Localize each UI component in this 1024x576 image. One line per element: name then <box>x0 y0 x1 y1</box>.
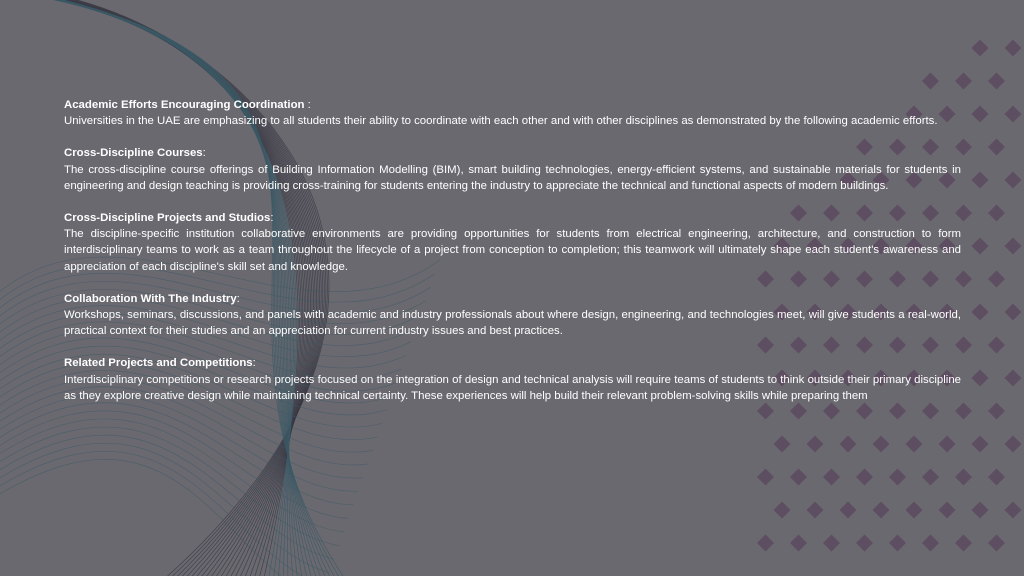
text-content <box>64 97 961 420</box>
section-heading: Cross-Discipline Courses <box>64 147 203 160</box>
diamond-dot <box>840 502 857 519</box>
diamond-dot <box>972 106 989 123</box>
diamond-dot <box>889 469 906 486</box>
diamond-dot <box>807 436 824 453</box>
diamond-dot <box>840 436 857 453</box>
diamond-dot <box>939 502 956 519</box>
diamond-dot <box>757 469 774 486</box>
diamond-dot <box>1005 436 1022 453</box>
diamond-dot <box>972 238 989 255</box>
diamond-dot <box>1005 304 1022 321</box>
heading-suffix: : <box>304 99 311 111</box>
section-projects-and-studios <box>64 210 961 275</box>
diamond-dot <box>1005 172 1022 189</box>
diamond-dot <box>988 403 1005 420</box>
diamond-dot <box>1005 106 1022 123</box>
section-academic-efforts <box>64 97 961 129</box>
diamond-dot <box>856 469 873 486</box>
heading-suffix: : <box>252 357 256 370</box>
diamond-dot <box>988 271 1005 288</box>
section-body: The discipline-specific institution collaborative environments are providing opportunities for students from electrical engineering, architecture, and construction to form interdisciplinary teams to work as a team throughout the lifecycle of a project from conception to completion; this teamwork will ultimately shape each student's awareness and appreciation of each discipline's skill set and knowledge. <box>64 228 961 273</box>
diamond-dot <box>823 469 840 486</box>
section-cross-discipline-courses <box>64 145 961 194</box>
heading-suffix: : <box>202 147 206 160</box>
diamond-dot <box>922 535 939 552</box>
diamond-dot <box>757 535 774 552</box>
diamond-dot <box>774 436 791 453</box>
section-body: Universities in the UAE are emphasizing to all students their ability to coordinate with each other and with other disciplines as demonstrated by the following academic efforts. <box>64 115 938 128</box>
diamond-dot <box>889 535 906 552</box>
section-body: The cross-discipline course offerings of Building Information Modelling (BIM), smart building technologies, energy-efficient systems, and sustainable materials for students in engineering and design teaching is providing cross-training for students entering the industry to appreciate the technical and functional aspects of modern buildings. <box>64 163 961 192</box>
diamond-dot <box>988 469 1005 486</box>
diamond-dot <box>790 469 807 486</box>
diamond-dot <box>955 469 972 486</box>
diamond-dot <box>790 535 807 552</box>
diamond-dot <box>922 469 939 486</box>
diamond-dot <box>1005 238 1022 255</box>
diamond-dot <box>972 172 989 189</box>
diamond-dot <box>922 73 939 90</box>
section-body: Interdisciplinary competitions or research projects focused on the integration of design and technical analysis will require teams of students to think outside their primary discipline as they explore creative design while maintaining technical certainty. These experiences will help build their relevant problem-solving skills while preparing them <box>64 373 961 402</box>
diamond-dot <box>972 304 989 321</box>
diamond-dot <box>774 502 791 519</box>
diamond-dot <box>955 535 972 552</box>
diamond-dot <box>856 535 873 552</box>
diamond-dot <box>955 73 972 90</box>
diamond-dot <box>972 502 989 519</box>
section-body: Workshops, seminars, discussions, and panels with academic and industry professionals about where design, engineering, and technologies meet, will give students a real-world, practical context for their studies and an appreciation for current industry issues and best practices. <box>64 309 961 338</box>
diamond-dot <box>807 502 824 519</box>
diamond-dot <box>972 370 989 387</box>
diamond-dot <box>972 436 989 453</box>
diamond-dot <box>939 436 956 453</box>
diamond-dot <box>906 436 923 453</box>
diamond-dot <box>823 535 840 552</box>
section-heading: Academic Efforts Encouraging Coordination <box>64 99 305 111</box>
diamond-dot <box>873 502 890 519</box>
section-projects-and-competitions <box>64 355 961 404</box>
diamond-dot <box>988 205 1005 222</box>
diamond-dot <box>1005 370 1022 387</box>
section-heading: Related Projects and Competitions <box>64 357 253 370</box>
heading-suffix: : <box>236 292 240 305</box>
diamond-dot <box>1005 502 1022 519</box>
diamond-dot <box>988 337 1005 354</box>
section-heading: Cross-Discipline Projects and Studios <box>64 212 271 225</box>
diamond-dot <box>906 502 923 519</box>
diamond-dot <box>972 40 989 57</box>
diamond-dot <box>1005 40 1022 57</box>
diamond-dot <box>988 73 1005 90</box>
heading-suffix: : <box>270 212 274 225</box>
section-heading: Collaboration With The Industry <box>64 292 237 305</box>
section-industry-collaboration <box>64 291 961 340</box>
diamond-dot <box>988 535 1005 552</box>
diamond-dot <box>988 139 1005 156</box>
diamond-dot <box>873 436 890 453</box>
